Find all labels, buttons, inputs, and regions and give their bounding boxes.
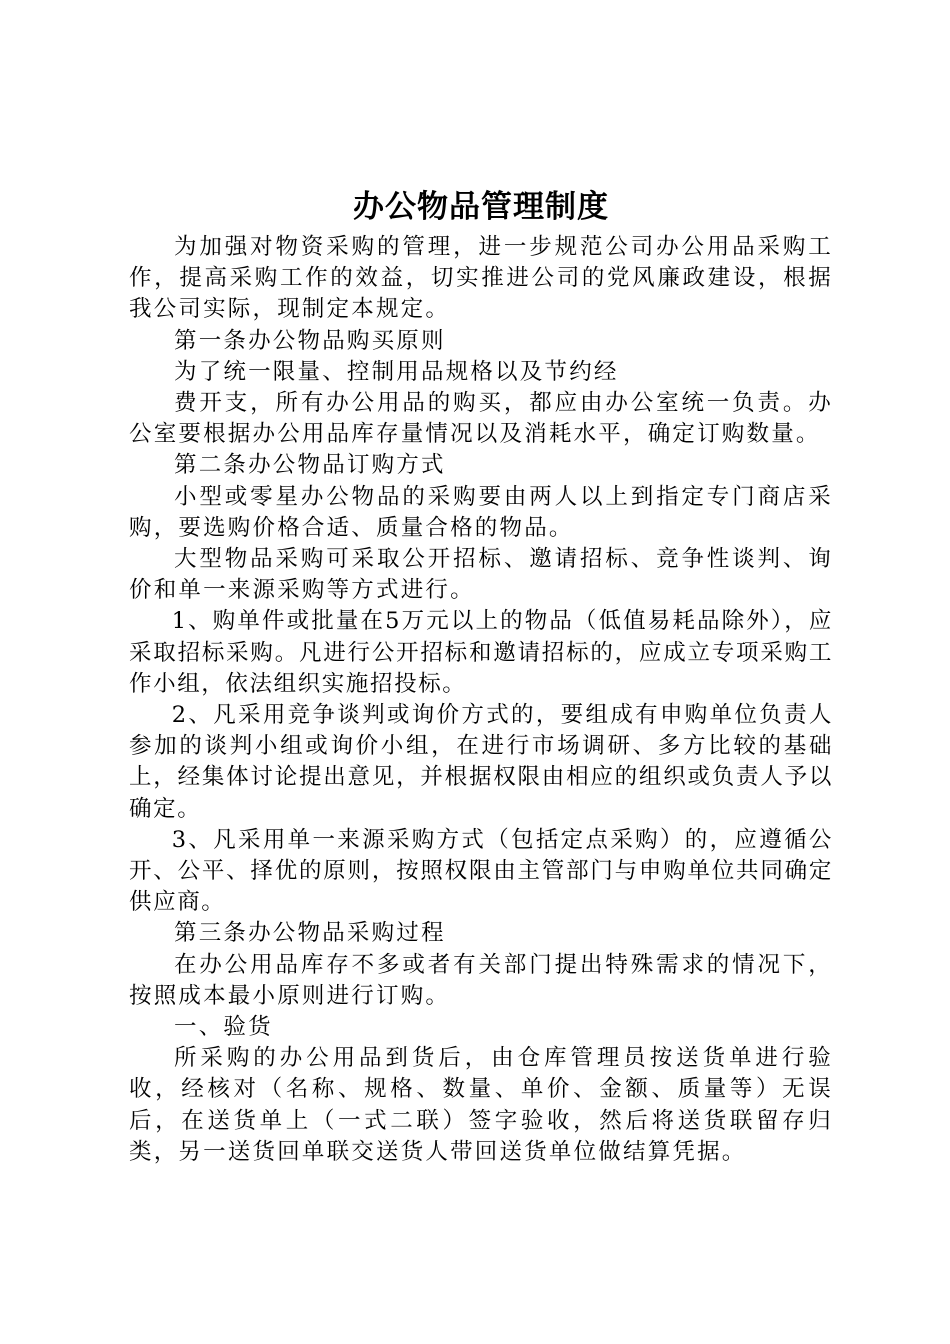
article-2-paragraph-large: 大型物品采购可采取公开招标、邀请招标、竞争性谈判、询价和单一来源采购等方式进行。 bbox=[129, 546, 833, 604]
document-title: 办公物品管理制度 bbox=[353, 189, 609, 225]
article-2-paragraph-small: 小型或零星办公物品的采购要由两人以上到指定专门商店采购，要选购价格合适、质量合格的物品。 bbox=[129, 483, 833, 541]
inspection-paragraph: 所采购的办公用品到货后，由仓库管理员按送货单进行验收，经核对（名称、规格、数量、单价、金额、质量等）无误后，在送货单上（一式二联）签字验收，然后将送货联留存归类，另一送货回单联交送货人带回送货单位做结算凭据。 bbox=[129, 1045, 833, 1165]
article-2-item-3: 3、凡采用单一来源采购方式（包括定点采购）的，应遵循公开、公平、择优的原则，按照权限由主管部门与申购单位共同确定供应商。 bbox=[129, 826, 833, 916]
inspection-heading: 一、验货 bbox=[174, 1014, 273, 1041]
article-2-heading: 第二条办公物品订购方式 bbox=[174, 452, 446, 479]
article-1-heading: 第一条办公物品购买原则 bbox=[174, 327, 446, 354]
intro-paragraph: 为加强对物资采购的管理，进一步规范公司办公用品采购工作，提高采购工作的效益，切实推进公司的党风廉政建设，根据我公司实际，现制定本规定。 bbox=[129, 234, 833, 323]
article-2-item-2: 2、凡采用竞争谈判或询价方式的，要组成有申购单位负责人参加的谈判小组或询价小组，在进行市场调研、多方比较的基础上，经集体讨论提出意见，并根据权限由相应的组织或负责人予以确定。 bbox=[129, 702, 833, 822]
article-2-item-1: 1、购单件或批量在5万元以上的物品（低值易耗品除外），应采取招标采购。凡进行公开招标和邀请招标的，应成立专项采购工作小组，依法组织实施招投标。 bbox=[129, 608, 833, 697]
document-page bbox=[129, 182, 833, 1168]
article-3-paragraph: 在办公用品库存不多或者有关部门提出特殊需求的情况下，按照成本最小原则进行订购。 bbox=[129, 951, 833, 1009]
article-3-heading: 第三条办公物品采购过程 bbox=[174, 920, 446, 947]
article-1-paragraph-a: 为了统一限量、控制用品规格以及节约经 bbox=[174, 358, 619, 385]
article-1-paragraph-b: 费开支，所有办公用品的购买，都应由办公室统一负责。办公室要根据办公用品库存量情况以及消耗水平，确定订购数量。 bbox=[129, 390, 833, 448]
